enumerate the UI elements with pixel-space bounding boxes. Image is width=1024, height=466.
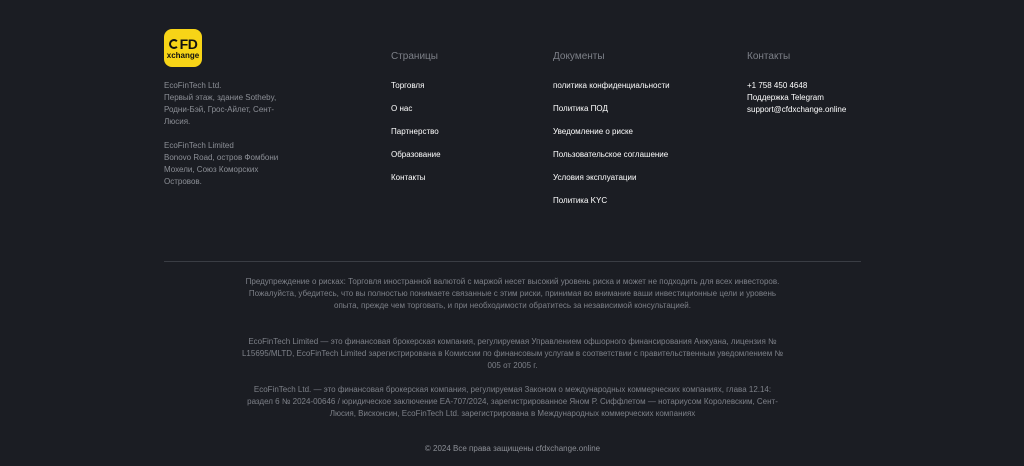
regulation-text-limited: EcoFinTech Limited — это финансовая брокерская компания, регулируемая Управлением офшорного финансирования Анжуана, лицензия № L15695/MLTD, EcoFinTech Limited зарегистрирована в Комиссии по финансовым услугам в соответствии с правительственным уведомлением № 005 от 2005 г. xyxy=(241,337,784,370)
pages-column xyxy=(391,50,441,195)
footer-link-user-agreement[interactable]: Пользовательское соглашение xyxy=(553,150,669,159)
cfdxchange-logo[interactable] xyxy=(164,29,202,67)
copyright-text: © 2024 Все права защищены cfdxchange.online xyxy=(424,444,601,453)
footer-link-trading[interactable]: Торговля xyxy=(391,81,425,90)
contact-phone-link[interactable]: +1 758 450 4648 xyxy=(747,81,808,90)
footer-link-education[interactable]: Образование xyxy=(391,150,441,159)
footer-link-contacts[interactable]: Контакты xyxy=(391,173,426,182)
footer-link-privacy-policy[interactable]: политика конфиденциальности xyxy=(553,81,670,90)
footer-link-kyc-policy[interactable]: Политика KYC xyxy=(553,196,608,205)
contact-telegram-link[interactable]: Поддержка Telegram xyxy=(747,93,824,102)
regulation-text-ltd: EcoFinTech Ltd. — это финансовая брокерская компания, регулируемая Законом о международных коммерческих компаниях, глава 12.14: раздел 6 № 2024-00646 / юридическое заключение EA-707/2024, зарегистрированное Яном Р. Сиффлетом — нотариусом Королевским, Сент-Люсия, Висконсин, EcoFinTech Ltd. зарегистрирована в Международных коммерческих компаниях xyxy=(247,385,778,418)
logo-bottom-text: xchange xyxy=(166,50,200,60)
logo-top-text: FD xyxy=(179,35,198,52)
pages-title: Страницы xyxy=(391,51,438,62)
logo-c-mark-icon xyxy=(169,39,179,49)
documents-title: Документы xyxy=(553,51,605,62)
footer-link-about[interactable]: О нас xyxy=(391,104,413,113)
contacts-column xyxy=(747,50,846,116)
company-address-ltd: EcoFinTech Ltd. Первый этаж, здание Sotheby, Родни-Бэй, Грос-Айлет, Сент-Люсия. xyxy=(164,81,277,126)
company-address-limited: EcoFinTech Limited Bonovo Road, остров Фомбони Мохели, Союз Коморских Островов. xyxy=(164,141,279,186)
footer-link-aml-policy[interactable]: Политика ПОД xyxy=(553,104,608,113)
documents-column xyxy=(553,50,673,218)
risk-warning-text: Предупреждение о рисках: Торговля иностранной валютой с маржой несет высокий уровень риска и может не подходить для всех инвесторов. Пожалуйста, убедитесь, что вы полностью понимаете связанные с этим риски, принимая во внимание ваши инвестиционные цели и уровень опыта, прежде чем торговать, и при необходимости обратитесь за независимой консультацией. xyxy=(245,277,780,310)
footer-divider xyxy=(164,261,861,262)
contact-email-link[interactable]: support@cfdxchange.online xyxy=(747,105,847,114)
footer-link-risk-notice[interactable]: Уведомление о риске xyxy=(553,127,633,136)
contacts-title: Контакты xyxy=(747,51,791,62)
footer-link-terms-of-use[interactable]: Условия эксплуатации xyxy=(553,173,637,182)
footer-link-partnership[interactable]: Партнерство xyxy=(391,127,439,136)
